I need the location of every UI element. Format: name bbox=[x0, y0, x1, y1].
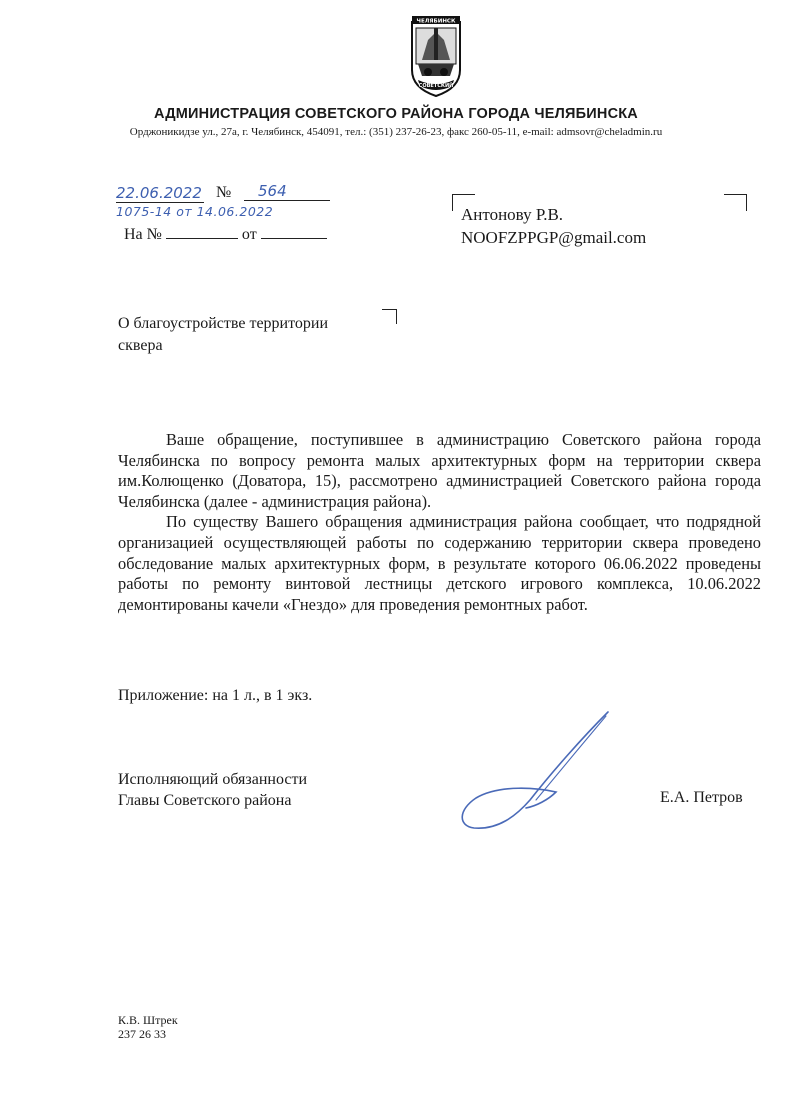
executor-phone: 237 26 33 bbox=[118, 1027, 166, 1041]
organization-title: АДМИНИСТРАЦИЯ СОВЕТСКОГО РАЙОНА ГОРОДА ЧЕЛЯБИНСКА bbox=[154, 106, 638, 122]
subject-line-1: О благоустройстве территории bbox=[118, 315, 329, 332]
signature bbox=[452, 708, 622, 838]
body-paragraph-1: Ваше обращение, поступившее в администрацию Советского района города Челябинска по вопросу ремонта малых архитектурных форм на территории сквера им.Колющенко (Доватора, 15), рассмотрено администрацией Советского района города Челябинска (далее - администрация района). bbox=[118, 430, 761, 511]
emblem-text-top: ЧЕЛЯБИНСК bbox=[416, 18, 456, 25]
subject-line-2: сквера bbox=[118, 337, 163, 354]
reference-date-blank bbox=[261, 224, 327, 239]
addressee-corner-right bbox=[724, 194, 747, 211]
letter-body bbox=[118, 430, 761, 615]
signatory-name: Е.А. Петров bbox=[660, 789, 743, 806]
city-emblem bbox=[408, 14, 464, 98]
reference-number-blank bbox=[166, 224, 238, 239]
body-paragraph-2: По существу Вашего обращения администрация района сообщает, что подрядной организацией осуществляющей работы по содержанию территории сквера проведено обследование малых архитектурных форм, в результате которого 06.06.2022 проведены работы по ремонту винтовой лестницы детского игрового комплекса, 10.06.2022 демонтированы качели «Гнездо» для проведения ремонтных работ. bbox=[118, 512, 761, 614]
executor-name: К.В. Штрек bbox=[118, 1013, 178, 1027]
incoming-reference: 1075-14 от 14.06.2022 bbox=[116, 204, 274, 219]
addressee-name: Антонову Р.В. bbox=[461, 205, 564, 224]
organization-contacts: Орджоникидзе ул., 27а, г. Челябинск, 454091, тел.: (351) 237-26-23, факс 260-05-11, e-mail: admsovr@cheladmin.ru bbox=[129, 126, 663, 138]
signatory-position bbox=[118, 769, 307, 811]
outgoing-date: 22.06.2022 bbox=[116, 184, 204, 203]
outgoing-number: 564 bbox=[244, 182, 330, 201]
emblem-text-bottom: СОВЕТСКИЙ bbox=[418, 83, 454, 89]
reference-number-label: На № bbox=[124, 226, 162, 243]
subject bbox=[118, 313, 328, 357]
signatory-position-line-2: Главы Советского района bbox=[118, 792, 292, 809]
signatory-position-line-1: Исполняющий обязанности bbox=[118, 771, 308, 788]
attachment-note: Приложение: на 1 л., в 1 экз. bbox=[118, 687, 313, 704]
executor-info bbox=[118, 1013, 178, 1041]
addressee-email: NOOFZPPGP@gmail.com bbox=[461, 228, 647, 247]
outgoing-number-label: № bbox=[216, 184, 232, 201]
reference-from-label: от bbox=[241, 226, 257, 243]
reference-line bbox=[124, 224, 327, 244]
subject-corner bbox=[382, 309, 397, 324]
